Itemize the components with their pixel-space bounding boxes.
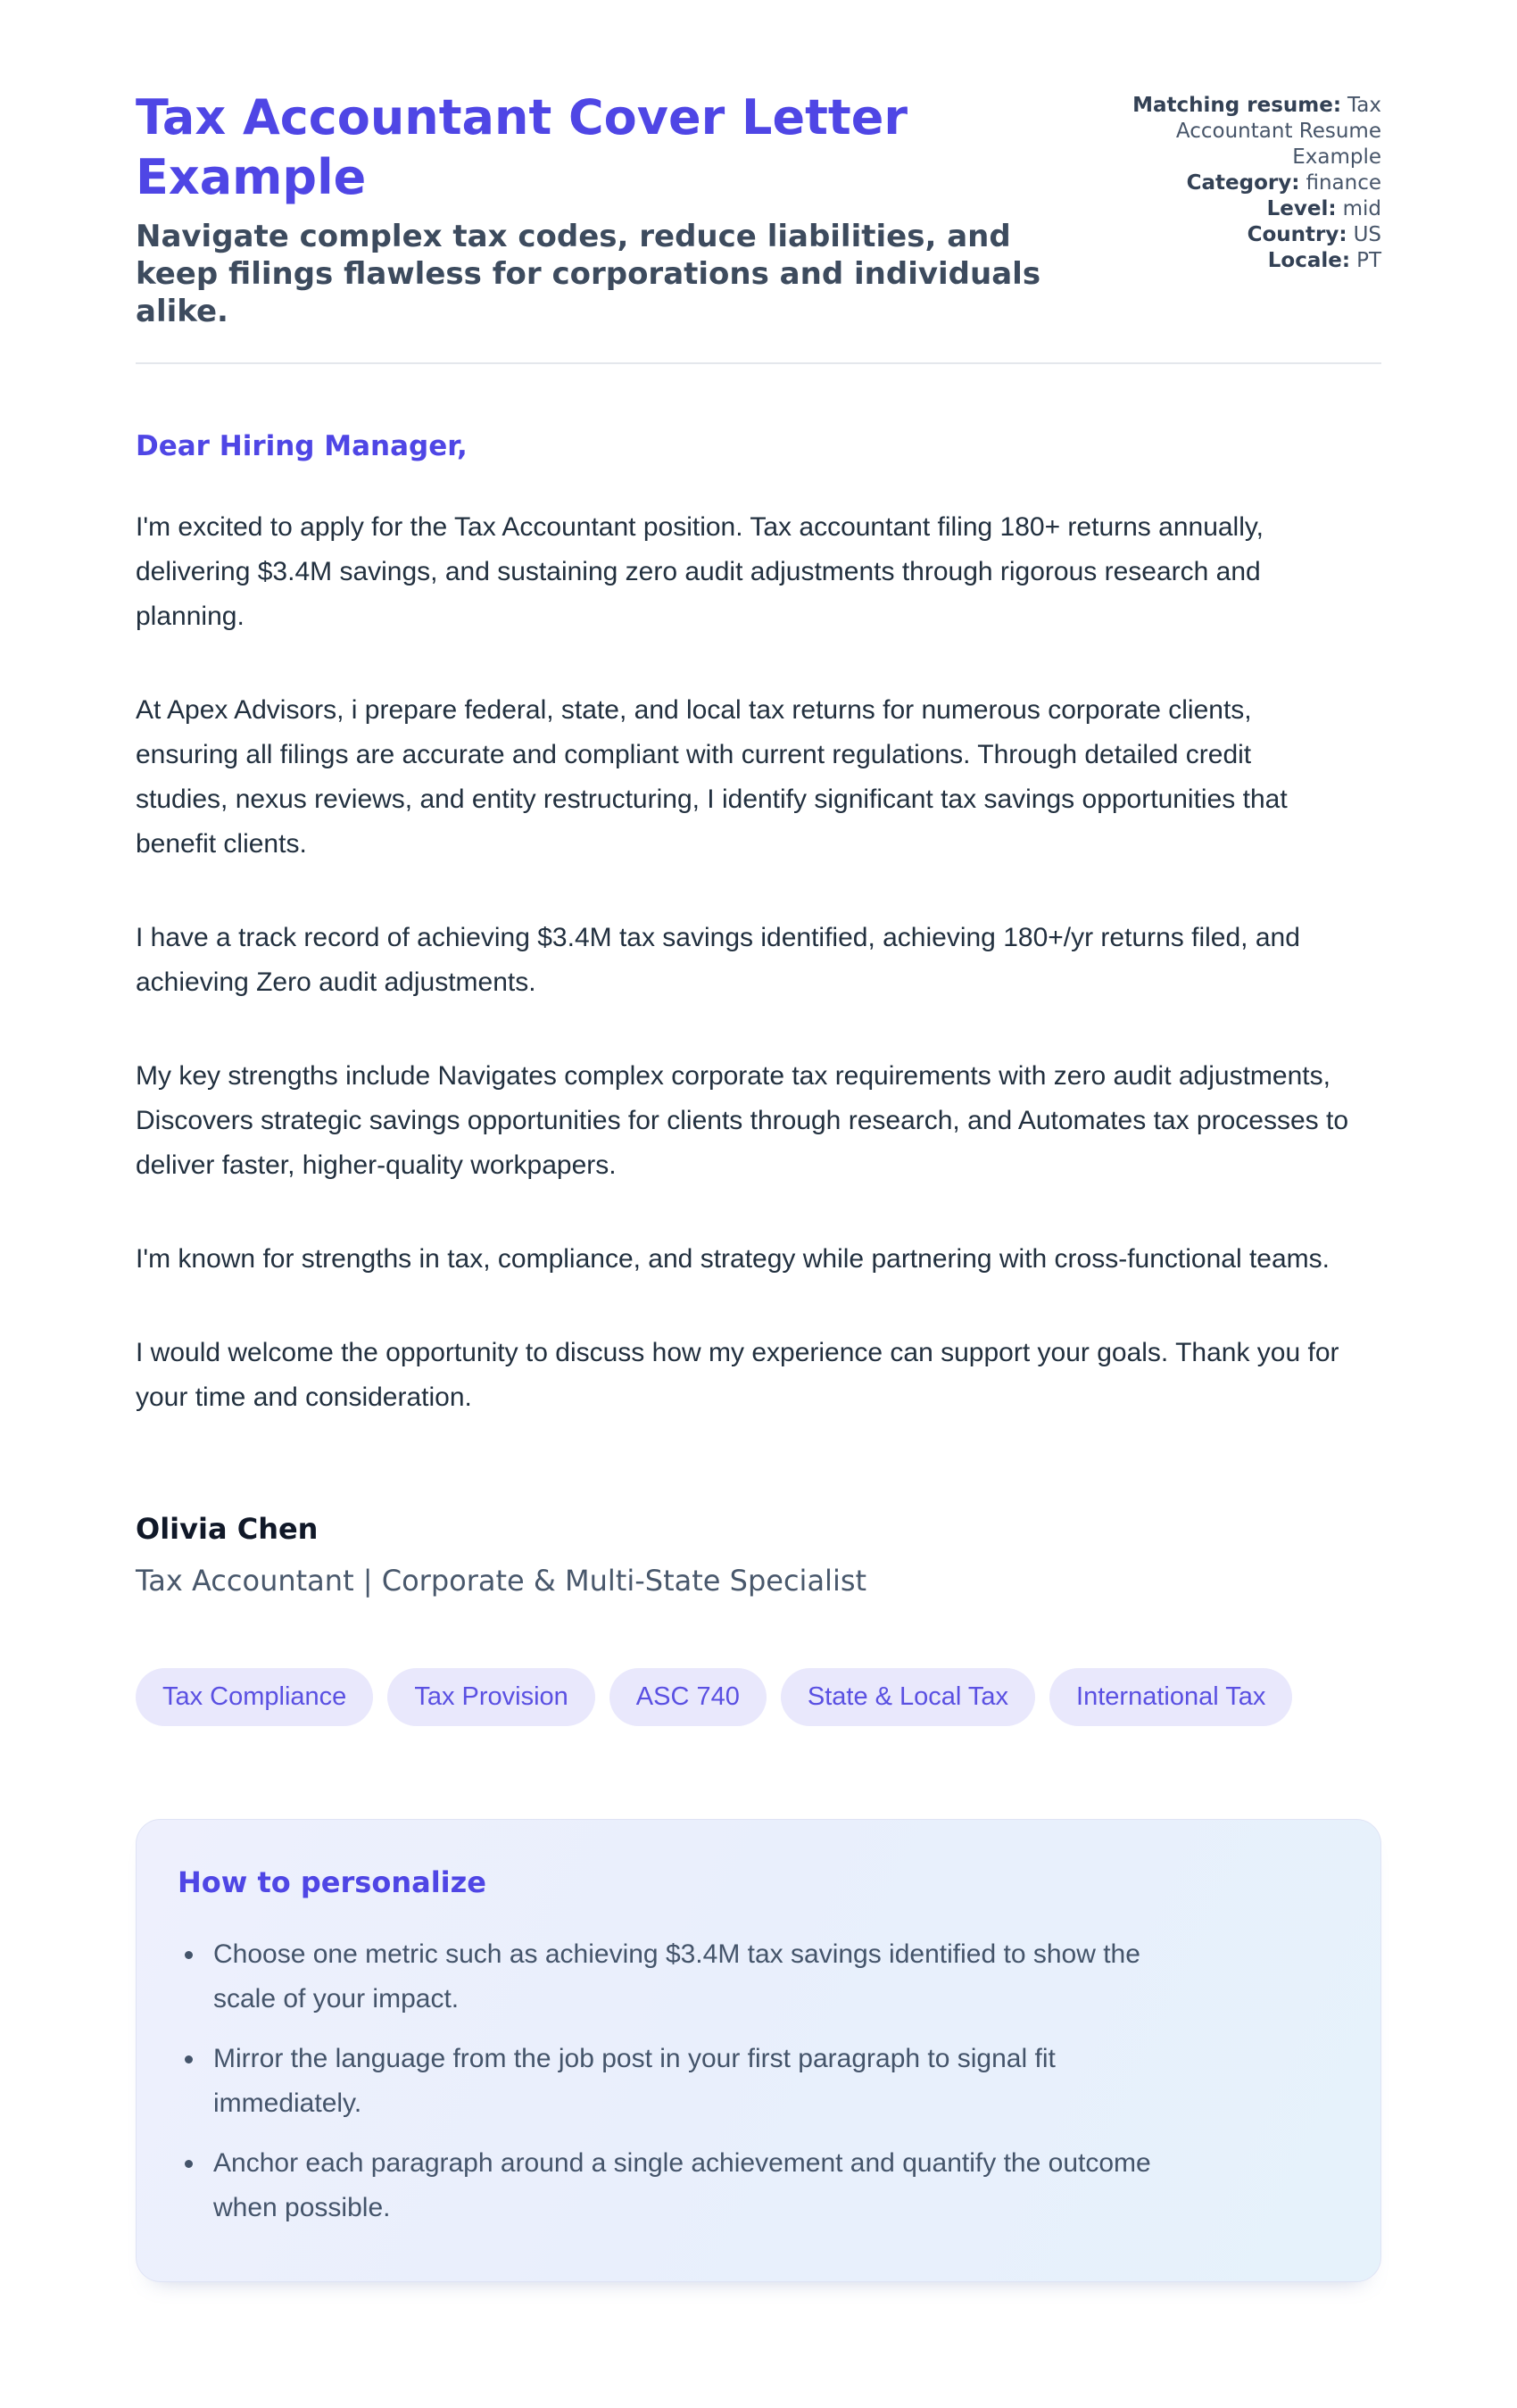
meta-country [1099, 222, 1381, 248]
page-subtitle: Navigate complex tax codes, reduce liabilities, and keep filings flawless for corporations and individuals alike. [136, 219, 1041, 329]
meta-value: PT [1356, 249, 1381, 272]
content-container [136, 0, 1381, 2282]
meta-value: mid [1342, 197, 1381, 220]
skill-tags-row [136, 1668, 1381, 1726]
meta-locale [1099, 248, 1381, 274]
meta-category [1099, 170, 1381, 196]
skill-tag: State & Local Tax [781, 1668, 1035, 1726]
meta-value: Tax Accountant Resume Example [1175, 94, 1381, 169]
meta-label: Level: [1266, 197, 1337, 220]
meta-matching-resume [1099, 93, 1381, 170]
header-text-block [136, 87, 1099, 330]
page-title: Tax Accountant Cover Letter Example [136, 89, 908, 205]
letter-paragraph: I'm excited to apply for the Tax Accountant position. Tax accountant filing 180+ returns annually, delivering $3.4M savings, and sustaining zero audit adjustments through rigorous research and planning. [136, 512, 1264, 631]
personalize-tip-list [178, 1932, 1339, 2230]
skill-tag: Tax Provision [387, 1668, 594, 1726]
personalize-tip: • Choose one metric such as achieving $3.4M tax savings identified to show the scale of your impact. [206, 1932, 1208, 2022]
skill-tag: ASC 740 [609, 1668, 767, 1726]
personalize-heading: How to personalize [178, 1865, 486, 1899]
meta-label: Category: [1186, 171, 1300, 195]
letter-greeting: Dear Hiring Manager, [136, 430, 468, 462]
meta-block [1099, 87, 1381, 274]
letter-paragraph: I have a track record of achieving $3.4M tax savings identified, achieving 180+/yr returns filed, and achieving Zero audit adjustments. [136, 923, 1300, 997]
letter-paragraph: I'm known for strengths in tax, compliance, and strategy while partnering with cross-functional teams. [136, 1244, 1330, 1274]
letter-paragraph: My key strengths include Navigates complex corporate tax requirements with zero audit adjustments, Discovers strategic savings opportunities for clients through research, and Automates tax processes to deliver faster, higher-quality workpapers. [136, 1061, 1349, 1180]
signature-role: Tax Accountant | Corporate & Multi-State Specialist [136, 1564, 867, 1598]
header [136, 87, 1381, 330]
meta-value: finance [1306, 171, 1381, 195]
letter-paragraph: I would welcome the opportunity to discuss how my experience can support your goals. Thank you for your time and consideration. [136, 1338, 1339, 1412]
skill-tag: Tax Compliance [136, 1668, 373, 1726]
signature-name: Olivia Chen [136, 1512, 319, 1546]
skill-tag: International Tax [1049, 1668, 1292, 1726]
meta-label: Locale: [1267, 249, 1351, 272]
how-to-personalize-box [136, 1819, 1381, 2282]
meta-level [1099, 196, 1381, 222]
meta-label: Matching resume: [1132, 94, 1342, 117]
personalize-tip: • Mirror the language from the job post in your first paragraph to signal fit immediately. [206, 2037, 1208, 2126]
letter-paragraph: At Apex Advisors, i prepare federal, state, and local tax returns for numerous corporate clients, ensuring all filings are accurate and compliant with current regulations. Through detailed credit studies, nexus reviews, and entity restructuring, I identify significant tax savings opportunities that benefit clients. [136, 695, 1288, 859]
meta-value: US [1353, 223, 1381, 246]
meta-label: Country: [1247, 223, 1347, 246]
header-divider [136, 362, 1381, 364]
personalize-tip: • Anchor each paragraph around a single achievement and quantify the outcome when possible. [206, 2141, 1208, 2230]
cover-letter-body [136, 428, 1381, 1600]
